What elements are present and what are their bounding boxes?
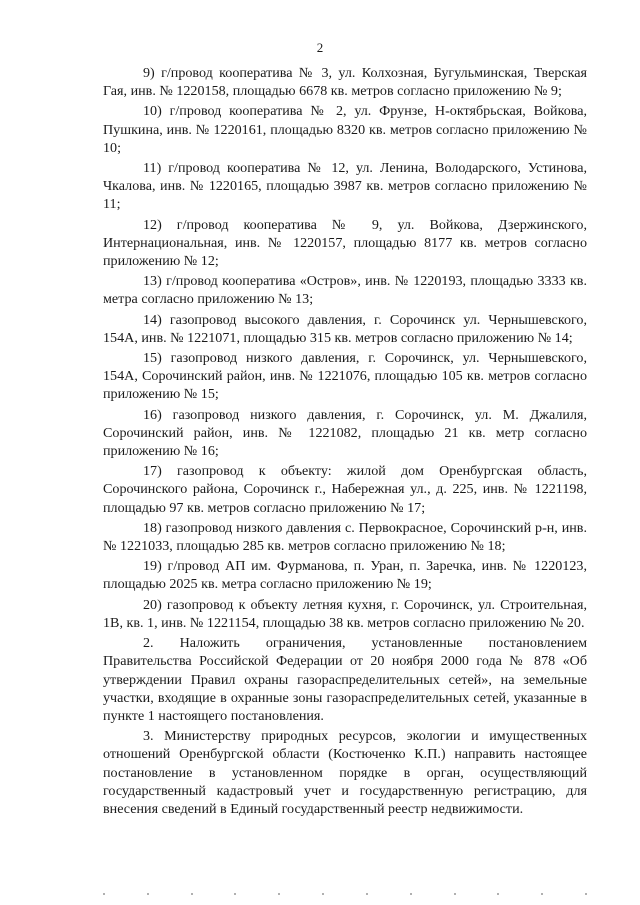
list-item-20: 20) газопровод к объекту летняя кухня, г. Сорочинск, ул. Строительная, 1В, кв. 1, инв. № 1221154, площадью 38 кв. метров согласно приложению № 20.	[103, 596, 587, 631]
clause-2: 2. Наложить ограничения, установленные постановлением Правительства Российской Федерации от 20 ноября 2000 года № 878 «Об утверждении Правил охраны газораспределительных сетей», на земельные участки, входящие в охранные зоны газораспределительных сетей, указанные в пункте 1 настоящего постановления.	[103, 635, 587, 724]
list-item-17: 17) газопровод к объекту: жилой дом Оренбургская область, Сорочинского района, Сорочинск г., Набережная ул., д. 225, инв. № 1221198, площадью 97 кв. метров согласно приложению № 17;	[103, 463, 587, 516]
scan-dot	[585, 893, 587, 895]
list-item-9: 9) г/провод кооператива № 3, ул. Колхозная, Бугульминская, Тверская Гая, инв. № 1220158, площадью 6678 кв. метров согласно приложению № 9;	[103, 65, 587, 100]
scan-dot	[234, 893, 236, 895]
scan-dot	[366, 893, 368, 895]
scan-dot	[497, 893, 499, 895]
list-item-13: 13) г/провод кооператива «Остров», инв. № 1220193, площадью 3333 кв. метра согласно приложению № 13;	[103, 273, 587, 308]
document-body	[103, 64, 587, 820]
scan-edge-artifacts	[103, 893, 587, 897]
scan-dot	[322, 893, 324, 895]
list-item-19: 19) г/провод АП им. Фурманова, п. Уран, п. Заречка, инв. № 1220123, площадью 2025 кв. метра согласно приложению № 19;	[103, 558, 587, 593]
list-item-12: 12) г/провод кооператива № 9, ул. Войкова, Дзержинского, Интернациональная, инв. № 1220157, площадью 8177 кв. метров согласно приложению № 12;	[103, 216, 587, 270]
page-number: 2	[316, 40, 324, 55]
list-item-14: 14) газопровод высокого давления, г. Сорочинск ул. Чернышевского, 154А, инв. № 1221071, площадью 315 кв. метров согласно приложению № 14;	[103, 311, 587, 346]
scan-dot	[191, 893, 193, 895]
scan-dot	[410, 893, 412, 895]
scan-dot	[541, 893, 543, 895]
list-item-10: 10) г/провод кооператива № 2, ул. Фрунзе, Н-октябрьская, Войкова, Пушкина, инв. № 1220161, площадью 8320 кв. метров согласно приложению № 10;	[103, 103, 587, 156]
list-item-11: 11) г/провод кооператива № 12, ул. Ленина, Володарского, Устинова, Чкалова, инв. № 1220165, площадью 3987 кв. метров согласно приложению № 11;	[103, 160, 587, 213]
scan-dot	[103, 893, 105, 895]
scan-dot	[454, 893, 456, 895]
scan-dot	[147, 893, 149, 895]
list-item-16: 16) газопровод низкого давления, г. Сорочинск, ул. М. Джалиля, Сорочинский район, инв. № 1221082, площадью 21 кв. метр согласно приложению № 16;	[103, 406, 587, 460]
list-item-18: 18) газопровод низкого давления с. Первокрасное, Сорочинский р-н, инв. № 1221033, площадью 285 кв. метров согласно приложению № 18;	[103, 519, 587, 555]
list-item-15: 15) газопровод низкого давления, г. Сорочинск, ул. Чернышевского, 154А, Сорочинский район, инв. № 1221076, площадью 105 кв. метров согласно приложению № 15;	[103, 350, 587, 403]
clause-3: 3. Министерству природных ресурсов, экологии и имущественных отношений Оренбургской области (Костюченко К.П.) направить настоящее постановление в установленном порядке в орган, осуществляющий государственный кадастровый учет и государственную регистрацию, для внесения сведений в Единый государственный реестр недвижимости.	[103, 728, 587, 817]
scan-dot	[278, 893, 280, 895]
